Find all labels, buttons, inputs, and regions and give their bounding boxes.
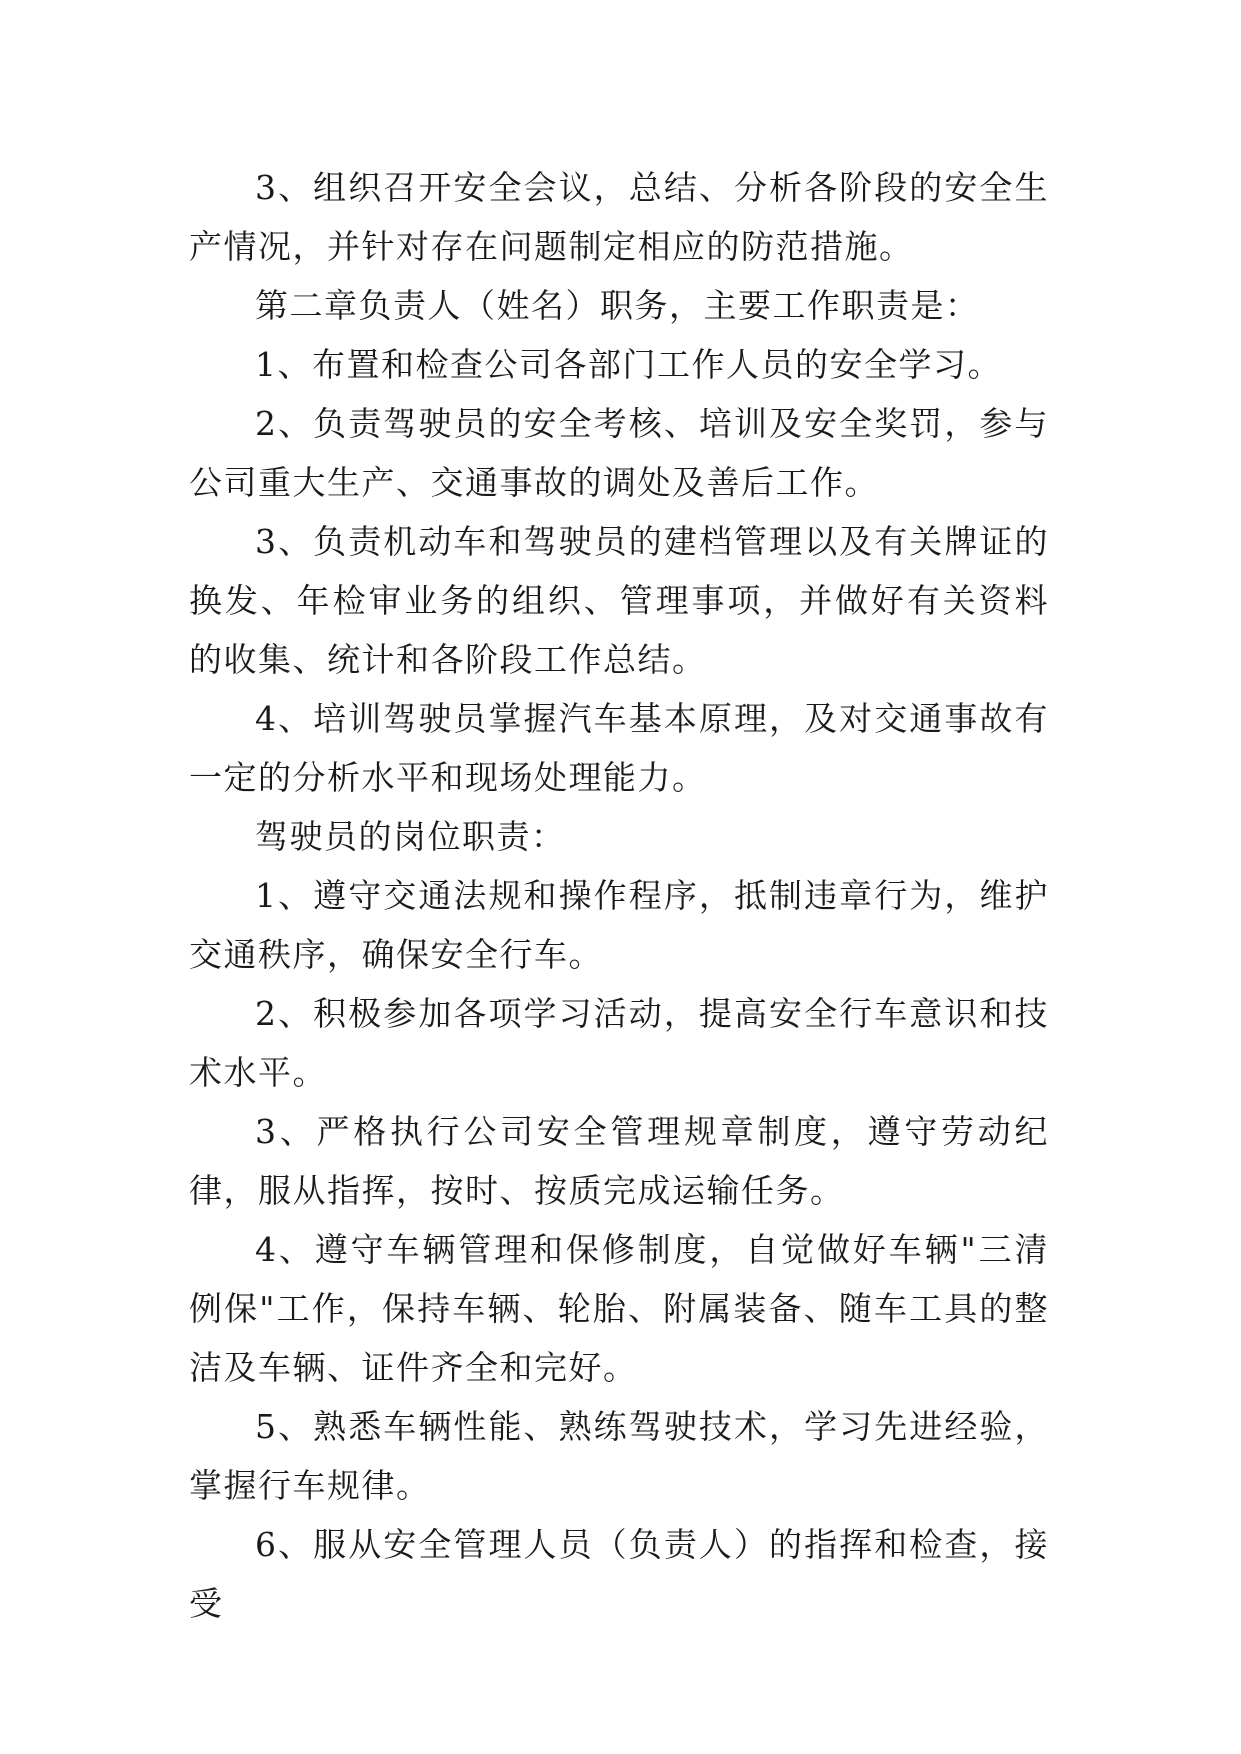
paragraph-driver-training: 4、培训驾驶员掌握汽车基本原理，及对交通事故有一定的分析水平和现场处理能力。 [189, 699, 1049, 797]
paragraph-meeting-duty: 3、组织召开安全会议，总结、分析各阶段的安全生产情况，并针对存在问题制定相应的防范措施。 [189, 168, 1049, 266]
paragraph-driving-skills: 5、熟悉车辆性能、熟练驾驶技术，学习先进经验，掌握行车规律。 [189, 1407, 1049, 1505]
paragraph-traffic-rules: 1、遵守交通法规和操作程序，抵制违章行为，维护交通秩序，确保安全行车。 [189, 876, 1049, 974]
paragraph-vehicle-maintenance: 4、遵守车辆管理和保修制度，自觉做好车辆"三清例保"工作，保持车辆、轮胎、附属装备、随车工具的整洁及车辆、证件齐全和完好。 [189, 1230, 1049, 1387]
paragraph-driver-duties-heading: 驾驶员的岗位职责： [255, 817, 566, 856]
paragraph-obey-supervision: 6、服从安全管理人员（负责人）的指挥和检查，接受 [189, 1525, 1049, 1623]
paragraph-study-activities: 2、积极参加各项学习活动，提高安全行车意识和技术水平。 [189, 994, 1049, 1092]
paragraph-vehicle-records: 3、负责机动车和驾驶员的建档管理以及有关牌证的换发、年检审业务的组织、管理事项，并做好有关资料的收集、统计和各阶段工作总结。 [189, 522, 1049, 679]
paragraph-management-rules: 3、严格执行公司安全管理规章制度，遵守劳动纪律，服从指挥，按时、按质完成运输任务。 [189, 1112, 1049, 1210]
paragraph-driver-assessment: 2、负责驾驶员的安全考核、培训及安全奖罚，参与公司重大生产、交通事故的调处及善后工作。 [189, 404, 1049, 502]
paragraph-chapter-two-heading: 第二章负责人（姓名）职务，主要工作职责是： [255, 286, 980, 325]
document-body [189, 158, 1049, 1633]
paragraph-safety-study: 1、布置和检查公司各部门工作人员的安全学习。 [255, 345, 1002, 384]
